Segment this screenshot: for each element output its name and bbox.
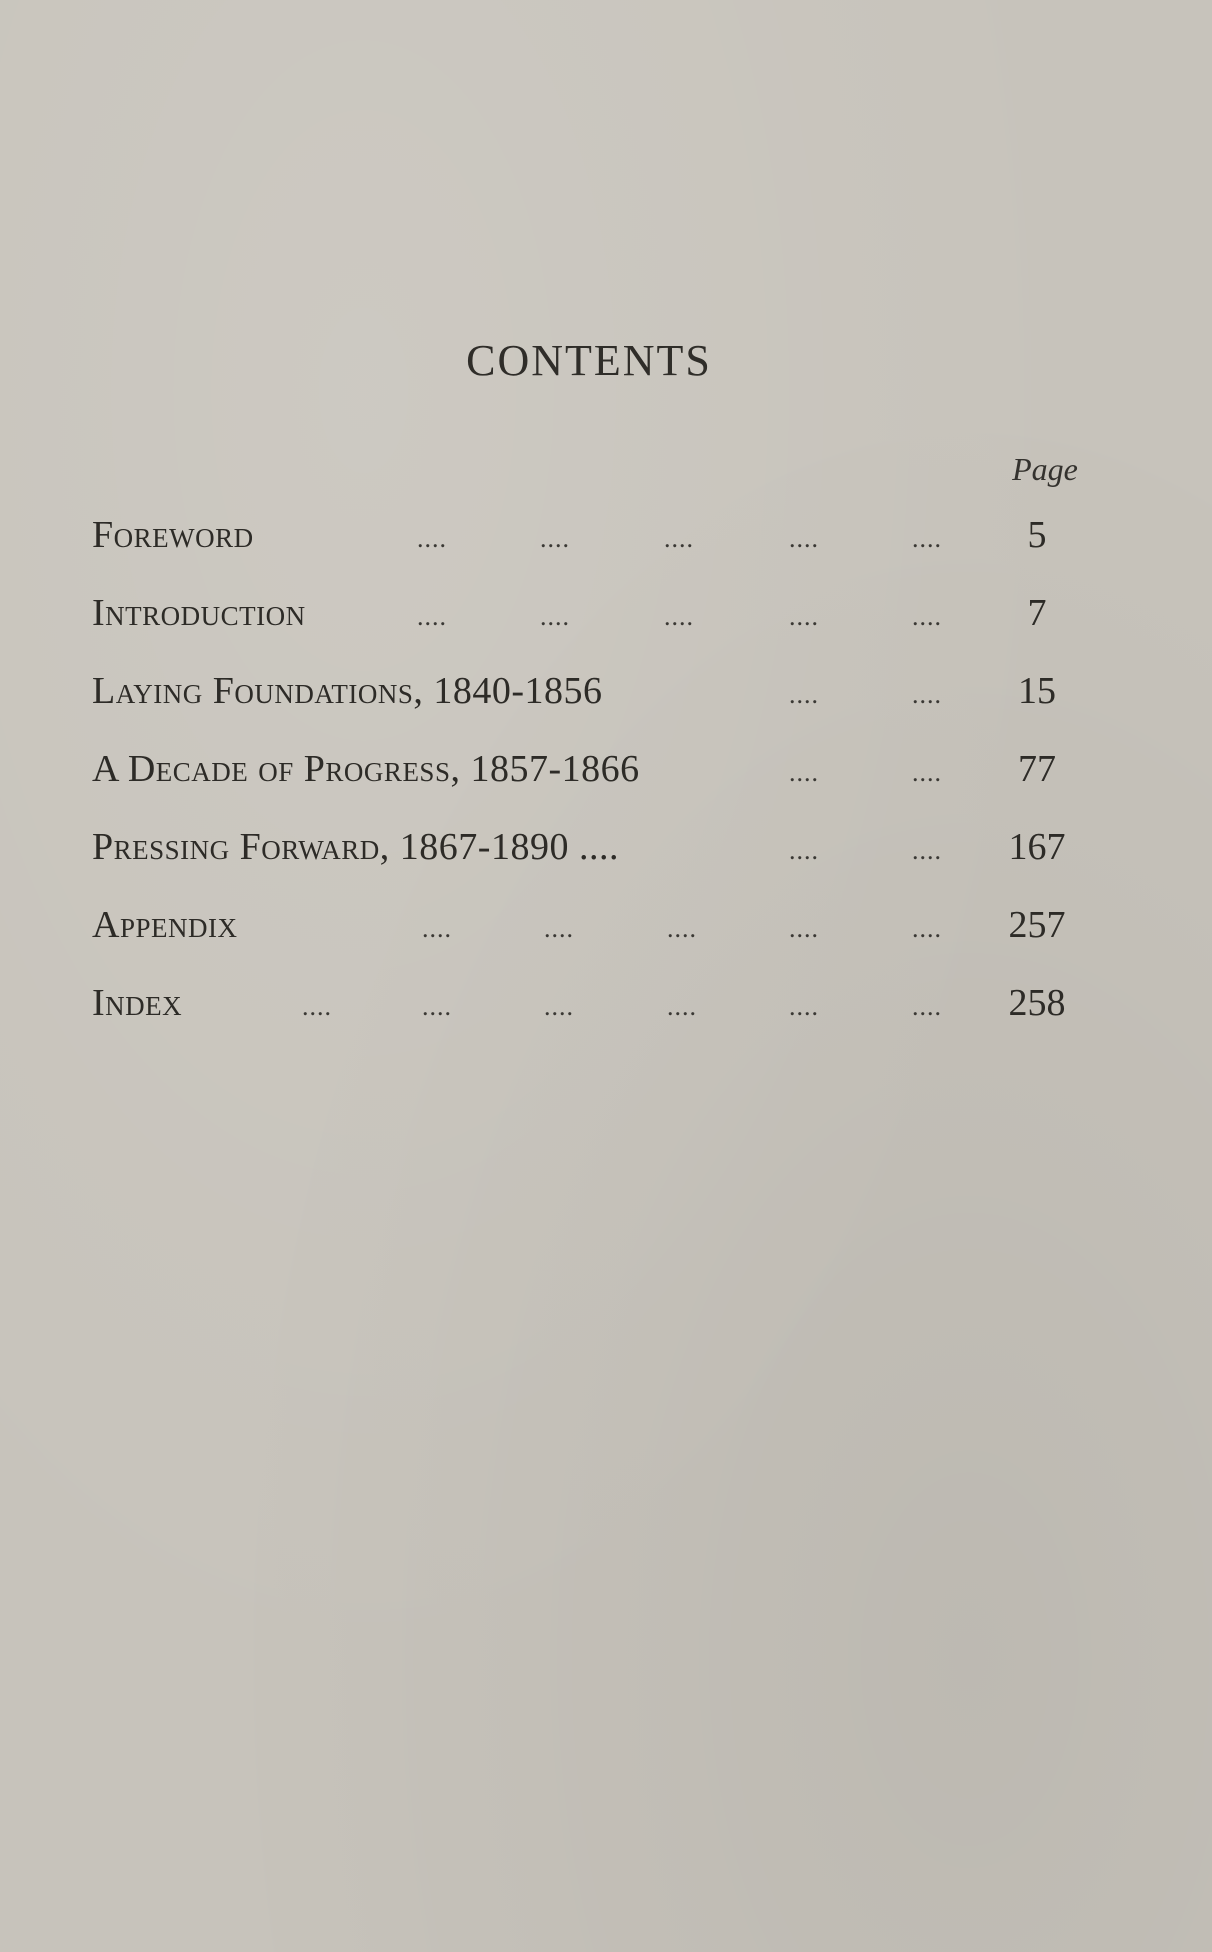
leader-dots: ....	[912, 992, 942, 1021]
leader-dots: ....	[789, 992, 819, 1021]
leader-dots: ....	[789, 602, 819, 631]
leader-dots: ....	[912, 914, 942, 943]
toc-entry-page: 5	[1027, 514, 1047, 556]
toc-entry-page: 257	[1008, 904, 1066, 946]
toc-entry-title: A Decade of Progress, 1857-1866	[92, 748, 640, 790]
leader-dots: ....	[789, 524, 819, 553]
toc-entry-title: Introduction	[92, 592, 306, 634]
toc-entry-page: 7	[1027, 592, 1047, 634]
leader-dots: ....	[912, 524, 942, 553]
toc-entry-index	[92, 964, 1092, 1042]
leader-dots: ....	[789, 758, 819, 787]
toc-entry-introduction	[92, 574, 1092, 652]
leader-dots: ....	[912, 680, 942, 709]
table-of-contents	[92, 496, 1092, 1042]
toc-entry-page: 77	[1018, 748, 1056, 790]
toc-entry-page: 167	[1008, 826, 1066, 868]
leader-dots: ....	[789, 914, 819, 943]
toc-entry-pressing-forward	[92, 808, 1092, 886]
leader-dots: ....	[417, 602, 447, 631]
toc-entry-page: 15	[1018, 670, 1056, 712]
page-column-label: Page	[1012, 451, 1078, 487]
leader-dots: ....	[912, 602, 942, 631]
leader-dots: ....	[422, 992, 452, 1021]
toc-entry-title: Foreword	[92, 514, 254, 556]
contents-heading: CONTENTS	[466, 336, 712, 385]
leader-dots: ....	[667, 992, 697, 1021]
toc-entry-title: Pressing Forward, 1867-1890 ....	[92, 826, 619, 868]
toc-entry-decade-of-progress	[92, 730, 1092, 808]
toc-entry-title: Appendix	[92, 904, 238, 946]
leader-dots: ....	[422, 914, 452, 943]
leader-dots: ....	[544, 992, 574, 1021]
toc-entry-title: Index	[92, 982, 183, 1024]
leader-dots: ....	[664, 524, 694, 553]
leader-dots: ....	[544, 914, 574, 943]
leader-dots: ....	[417, 524, 447, 553]
leader-dots: ....	[912, 758, 942, 787]
toc-entry-title: Laying Foundations, 1840-1856	[92, 670, 603, 712]
leader-dots: ....	[302, 992, 332, 1021]
leader-dots: ....	[664, 602, 694, 631]
leader-dots: ....	[789, 836, 819, 865]
toc-entry-laying-foundations	[92, 652, 1092, 730]
leader-dots: ....	[667, 914, 697, 943]
leader-dots: ....	[789, 680, 819, 709]
toc-entry-foreword	[92, 496, 1092, 574]
toc-entry-appendix	[92, 886, 1092, 964]
leader-dots: ....	[912, 836, 942, 865]
leader-dots: ....	[540, 524, 570, 553]
leader-dots: ....	[540, 602, 570, 631]
toc-entry-page: 258	[1008, 982, 1066, 1024]
